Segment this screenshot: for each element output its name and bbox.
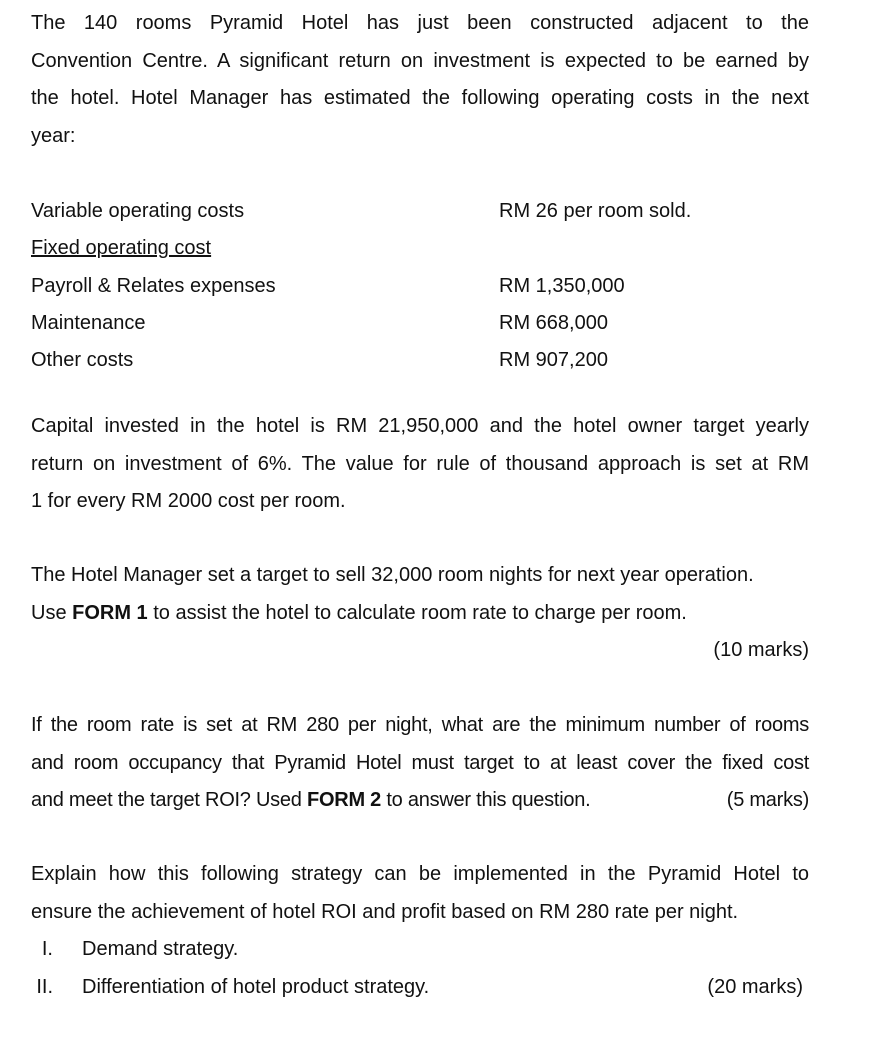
fixed-cost-heading: Fixed operating cost [31, 237, 212, 260]
text-fragment: and meet the target ROI? Used [31, 789, 307, 812]
form-1-reference: FORM 1 [72, 601, 148, 624]
cost-label: Variable operating costs [31, 200, 245, 222]
strategy-item [31, 969, 809, 1007]
intro-line: the hotel. Hotel Manager has estimated the following operating costs in the next [31, 87, 809, 110]
item-text: Differentiation of hotel product strategy. [82, 975, 430, 998]
question-1-marks: (10 marks) [713, 639, 809, 662]
question-3-marks: (20 marks) [707, 975, 803, 998]
cost-row-variable [31, 193, 809, 230]
form-2-reference: FORM 2 [307, 789, 382, 812]
cost-value: RM 26 per room sold. [499, 200, 692, 222]
question-1-line [31, 595, 809, 633]
question-1 [31, 557, 809, 670]
intro-paragraph [31, 5, 809, 155]
intro-line: The 140 rooms Pyramid Hotel has just been constructed adjacent to the [31, 12, 809, 34]
strategy-item [31, 931, 809, 969]
question-2-line: and room occupancy that Pyramid Hotel must target to at least cover the fixed cost [31, 751, 809, 774]
cost-row-fixed-heading [31, 230, 809, 267]
capital-line: Capital invested in the hotel is RM 21,950,000 and the hotel owner target yearly [31, 415, 809, 437]
cost-list [31, 193, 809, 379]
cost-row-other [31, 342, 809, 379]
intro-line: year: [31, 124, 76, 147]
question-3-line: Explain how this following strategy can be implemented in the Pyramid Hotel to [31, 863, 809, 885]
capital-line: 1 for every RM 2000 cost per room. [31, 490, 346, 513]
item-text: Demand strategy. [82, 938, 239, 961]
cost-value: RM 668,000 [499, 311, 608, 334]
cost-label: Payroll & Relates expenses [31, 274, 276, 297]
cost-value: RM 1,350,000 [499, 274, 625, 297]
text-fragment: to assist the hotel to calculate room rate to charge per room. [147, 601, 687, 624]
text-fragment: to answer this question. [381, 789, 591, 812]
cost-row-maintenance [31, 305, 809, 342]
item-number: II. [36, 975, 53, 998]
intro-line: Convention Centre. A significant return on investment is expected to be earned by [31, 49, 809, 72]
capital-line: return on investment of 6%. The value for rule of thousand approach is set at RM [31, 452, 809, 475]
cost-row-payroll [31, 268, 809, 305]
question-2 [31, 707, 809, 820]
question-1-line: The Hotel Manager set a target to sell 32,000 room nights for next year operation. [31, 564, 754, 586]
item-number: I. [41, 938, 53, 961]
question-2-line [31, 782, 809, 820]
cost-value: RM 907,200 [499, 349, 608, 372]
question-3-line: ensure the achievement of hotel ROI and profit based on RM 280 rate per night. [31, 900, 739, 923]
text-fragment: Use [31, 601, 73, 624]
cost-label: Other costs [31, 349, 134, 372]
question-2-line: If the room rate is set at RM 280 per night, what are the minimum number of rooms [31, 714, 809, 736]
question-3 [31, 856, 809, 1006]
capital-paragraph [31, 408, 809, 521]
cost-label: Maintenance [31, 311, 146, 334]
question-2-marks: (5 marks) [726, 789, 809, 812]
